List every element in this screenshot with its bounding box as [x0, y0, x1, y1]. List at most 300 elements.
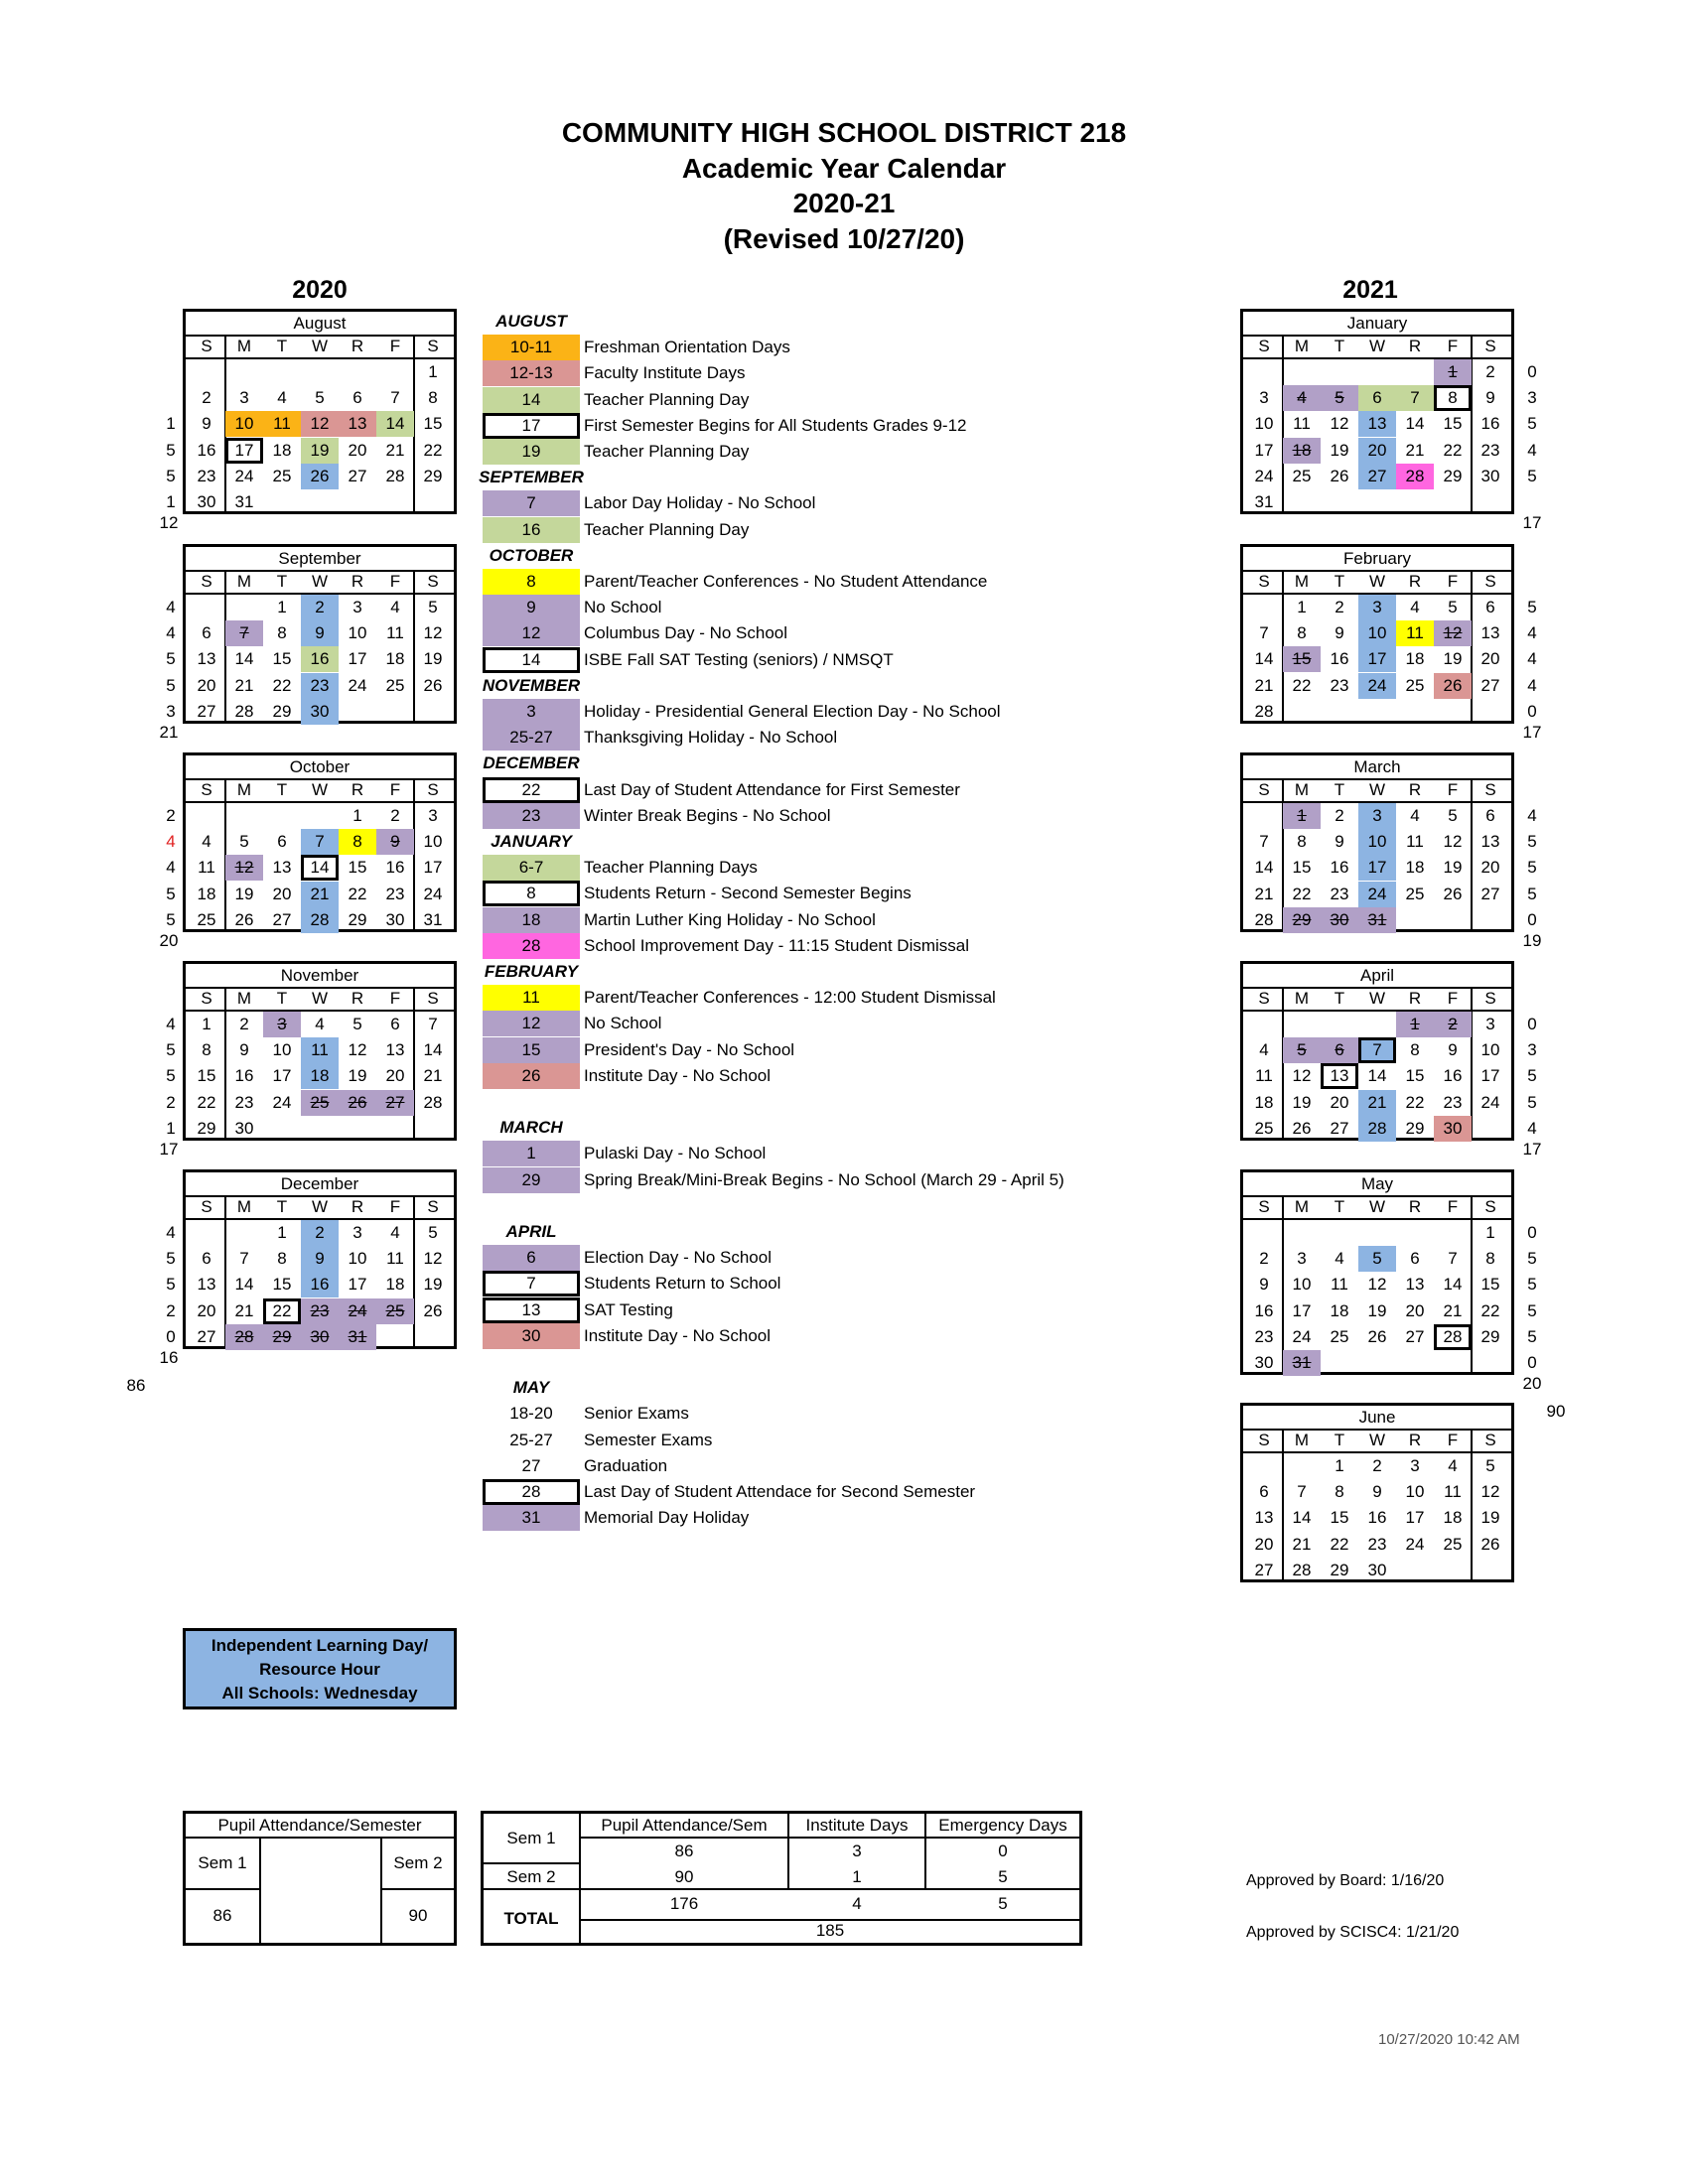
week-count: 5: [166, 884, 176, 903]
calendar-day: 25: [376, 1298, 414, 1324]
calendar-day: 13: [1254, 1508, 1274, 1528]
week-count: 5: [166, 1249, 176, 1269]
calendar-day: 26: [1480, 1534, 1500, 1554]
calendar-day: 17: [1358, 646, 1396, 672]
calendar-day: 29: [1443, 466, 1463, 485]
legend-month-heading: MARCH: [499, 1118, 563, 1138]
legend-description: Teacher Planning Day: [584, 389, 750, 409]
summary-cell: 86: [674, 1842, 694, 1860]
calendar-day: 26: [1367, 1326, 1387, 1346]
legend-date-swatch: 12: [483, 1011, 580, 1036]
calendar-day: 21: [1405, 440, 1425, 460]
calendar-day: 30: [301, 1324, 339, 1350]
calendar-day: 19: [1330, 440, 1349, 460]
calendar-day: 25: [301, 1090, 339, 1116]
calendar-day: 8: [277, 1249, 287, 1269]
calendar-day: 11: [1406, 832, 1424, 852]
summary-cell: 90: [674, 1867, 694, 1886]
calendar-day: 16: [1254, 1300, 1274, 1320]
week-count: 1: [166, 414, 176, 434]
legend-date-swatch: 19: [483, 439, 580, 465]
legend-date-swatch: 9: [483, 595, 580, 620]
month-total-count: 12: [159, 513, 179, 533]
week-count: 4: [166, 832, 176, 852]
calendar-day: 29: [263, 1324, 301, 1350]
weekday-header: F: [1447, 1431, 1459, 1449]
calendar-day: 13: [197, 649, 216, 669]
month-name: June: [1243, 1406, 1511, 1431]
week-count: 0: [166, 1326, 176, 1346]
calendar-day: 15: [348, 858, 367, 878]
calendar-day: 6: [202, 1249, 211, 1269]
week-count: 2: [166, 806, 176, 825]
legend-description: Martin Luther King Holiday - No School: [584, 909, 876, 929]
calendar-day: 7: [1297, 1482, 1307, 1502]
calendar-day: 21: [1254, 884, 1274, 903]
calendar-day: 4: [1410, 598, 1420, 616]
calendar-day: 1: [1396, 1012, 1434, 1037]
calendar-day: 25: [272, 466, 292, 485]
weekday-header: R: [1408, 337, 1422, 355]
calendar-day: 22: [197, 1092, 216, 1112]
legend-date-swatch: 10-11: [483, 335, 580, 360]
calendar-day: 28: [1254, 909, 1274, 929]
weekday-header: W: [1368, 1197, 1386, 1216]
legend-description: Teacher Planning Day: [584, 442, 750, 461]
weekday-header: S: [1258, 780, 1270, 799]
calendar-day: 9: [1335, 623, 1344, 643]
calendar-day: 8: [1434, 385, 1472, 411]
calendar-day: 5: [239, 832, 249, 852]
legend-description: School Improvement Day - 11:15 Student Dismissal: [584, 935, 970, 955]
calendar-day: 14: [301, 855, 339, 881]
weekday-header: R: [351, 572, 364, 591]
legend-description: No School: [584, 598, 662, 617]
calendar-day: 23: [1443, 1092, 1463, 1112]
calendar-day: 30: [385, 909, 405, 929]
calendar-day: 22: [1330, 1534, 1349, 1554]
month-name: August: [186, 312, 454, 337]
calendar-day: 13: [1480, 623, 1500, 643]
legend-date-swatch: 6-7: [483, 855, 580, 881]
calendar-day: 4: [1410, 806, 1420, 825]
calendar-day: 7: [239, 1249, 249, 1269]
calendar-day: 11: [386, 623, 404, 643]
calendar-day: 9: [1259, 1275, 1269, 1295]
pupil-attendance-table: [183, 1811, 457, 1946]
calendar-day: 6: [352, 388, 362, 408]
calendar-day: 10: [348, 1249, 367, 1269]
calendar-day: 3: [1297, 1249, 1307, 1269]
calendar-day: 1: [1283, 803, 1321, 829]
legend-description: Columbus Day - No School: [584, 623, 788, 643]
calendar-day: 11: [198, 858, 215, 878]
calendar-day: 7: [1396, 385, 1434, 411]
legend-description: Parent/Teacher Conferences - 12:00 Student Dismissal: [584, 988, 996, 1008]
calendar-day: 28: [1396, 464, 1434, 489]
weekday-header: R: [1408, 1431, 1422, 1449]
calendar-day: 17: [1358, 855, 1396, 881]
weekday-header: M: [236, 989, 252, 1008]
legend-description: Parent/Teacher Conferences - No Student Attendance: [584, 572, 988, 591]
legend-month-heading: DECEMBER: [483, 753, 580, 773]
calendar-day: 25: [1405, 675, 1425, 695]
calendar-day: 31: [339, 1324, 376, 1350]
legend-date-swatch: 11: [483, 985, 580, 1011]
calendar-day: 17: [423, 858, 443, 878]
summary-cell: 176: [669, 1894, 699, 1913]
legend-date-swatch: 17: [483, 413, 580, 439]
weekday-header: M: [236, 337, 252, 355]
calendar-day: 11: [1293, 414, 1311, 434]
calendar-day: 21: [1358, 1090, 1396, 1116]
calendar-day: 13: [272, 858, 292, 878]
legend-description: Winter Break Begins - No School: [584, 805, 831, 825]
legend-description: No School: [584, 1014, 662, 1033]
pupil-table-title: Pupil Attendance/Semester: [217, 1816, 422, 1835]
calendar-day: 13: [197, 1275, 216, 1295]
calendar-day: 17: [1405, 1508, 1425, 1528]
legend-month-heading: APRIL: [505, 1222, 557, 1241]
calendar-day: 2: [301, 1220, 339, 1246]
weekday-header: S: [1258, 989, 1270, 1008]
calendar-day: 28: [1292, 1560, 1312, 1579]
calendar-day: 10: [1358, 829, 1396, 855]
calendar-day: 17: [1480, 1066, 1500, 1086]
calendar-day: 30: [1480, 466, 1500, 485]
calendar-day: 13: [339, 411, 376, 437]
calendar-day: 23: [385, 884, 405, 903]
calendar-day: 26: [423, 675, 443, 695]
calendar-day: 3: [263, 1012, 301, 1037]
calendar-day: 2: [1335, 806, 1344, 825]
legend-date-swatch: 7: [483, 1271, 580, 1297]
legend-description: Spring Break/Mini-Break Begins - No School (March 29 - April 5): [584, 1169, 1064, 1189]
calendar-day: 14: [234, 1275, 254, 1295]
calendar-day: 24: [234, 466, 254, 485]
calendar-day: 7: [1358, 1037, 1396, 1063]
calendar-day: 12: [301, 411, 339, 437]
calendar-day: 8: [277, 623, 287, 643]
legend-description: Pulaski Day - No School: [584, 1144, 767, 1163]
month-total-count: 19: [1522, 931, 1542, 950]
calendar-day: 6: [1358, 385, 1396, 411]
calendar-day: 22: [423, 440, 443, 460]
summary-cell: 3: [852, 1842, 862, 1860]
weekday-header: M: [1294, 572, 1310, 591]
weekday-header: T: [1334, 572, 1345, 591]
calendar-day: 25: [1292, 466, 1312, 485]
calendar-day: 21: [234, 1300, 254, 1320]
calendar-day: 18: [1254, 1092, 1274, 1112]
legend-description: Last Day of Student Attendance for First Semester: [584, 779, 960, 799]
calendar-day: 1: [428, 362, 438, 381]
calendar-day: 2: [301, 595, 339, 620]
calendar-day: 4: [1448, 1456, 1458, 1475]
calendar-day: 5: [352, 1015, 362, 1033]
month-grid-september: [183, 544, 457, 724]
week-count: 5: [1527, 1249, 1537, 1269]
calendar-day: 28: [1434, 1324, 1472, 1350]
month-grid-december: [183, 1169, 457, 1349]
calendar-day: 31: [423, 909, 443, 929]
month-grid-january: [1240, 309, 1514, 514]
calendar-day: 9: [1448, 1040, 1458, 1060]
summary-cell: 5: [998, 1894, 1008, 1913]
calendar-day: 29: [1330, 1560, 1349, 1579]
calendar-day: 26: [339, 1090, 376, 1116]
calendar-day: 7: [1259, 623, 1269, 643]
weekday-header: S: [201, 572, 212, 591]
legend-date-swatch: 28: [483, 933, 580, 959]
legend-description: Institute Day - No School: [584, 1325, 772, 1345]
calendar-day: 5: [1448, 598, 1458, 616]
approved-by-scisc: Approved by SCISC4: 1/21/20: [1246, 1924, 1460, 1941]
calendar-day: 16: [301, 1272, 339, 1297]
legend-description: Labor Day Holiday - No School: [584, 493, 816, 513]
legend-description: Last Day of Student Attendace for Second Semester: [584, 1482, 976, 1501]
pupil-sem1-value: 86: [212, 1906, 232, 1925]
calendar-day: 18: [1330, 1300, 1349, 1320]
calendar-day: 8: [339, 829, 376, 855]
calendar-day: 12: [1480, 1482, 1500, 1502]
calendar-day: 1: [202, 1015, 211, 1033]
weekday-header: F: [389, 780, 401, 799]
calendar-day: 19: [1480, 1508, 1500, 1528]
calendar-day: 26: [1443, 884, 1463, 903]
calendar-day: 6: [277, 832, 287, 852]
calendar-day: 10: [1254, 414, 1274, 434]
calendar-day: 8: [1335, 1482, 1344, 1502]
calendar-day: 26: [1434, 673, 1472, 699]
week-count: 5: [166, 675, 176, 695]
calendar-day: 13: [385, 1040, 405, 1060]
calendar-day: 9: [301, 1246, 339, 1272]
calendar-day: 20: [348, 440, 367, 460]
legend-month-heading: MAY: [512, 1378, 550, 1398]
approved-by-board: Approved by Board: 1/16/20: [1246, 1872, 1445, 1889]
week-count: 3: [166, 701, 176, 721]
calendar-day: 18: [1405, 649, 1425, 669]
week-count: 5: [1527, 1300, 1537, 1320]
calendar-day: 20: [1480, 649, 1500, 669]
summary-header-institute: Institute Days: [805, 1816, 909, 1835]
calendar-day: 16: [1480, 414, 1500, 434]
week-count: 5: [166, 1275, 176, 1295]
calendar-day: 24: [1292, 1326, 1312, 1346]
calendar-day: 11: [1255, 1066, 1273, 1086]
calendar-day: 4: [1283, 385, 1321, 411]
week-count: 2: [166, 1300, 176, 1320]
weekday-header: S: [1484, 1431, 1496, 1449]
calendar-day: 28: [1358, 1116, 1396, 1142]
calendar-day: 15: [1405, 1066, 1425, 1086]
calendar-day: 22: [1292, 675, 1312, 695]
weekday-header: S: [1484, 572, 1496, 591]
calendar-day: 10: [1292, 1275, 1312, 1295]
week-count: 0: [1527, 362, 1537, 381]
calendar-day: 3: [1485, 1015, 1495, 1033]
calendar-day: 3: [428, 806, 438, 825]
calendar-day: 24: [1254, 466, 1274, 485]
weekday-header: S: [1484, 337, 1496, 355]
legend-date-swatch: 6: [483, 1245, 580, 1271]
week-count: 4: [1527, 440, 1537, 460]
calendar-day: 22: [263, 1298, 301, 1324]
summary-header-emergency: Emergency Days: [938, 1816, 1067, 1835]
calendar-day: 29: [1405, 1118, 1425, 1138]
month-total-count: 17: [1522, 1140, 1542, 1159]
calendar-day: 29: [1480, 1326, 1500, 1346]
calendar-day: 19: [1443, 649, 1463, 669]
calendar-day: 30: [197, 492, 216, 511]
week-count: 4: [1527, 675, 1537, 695]
weekday-header: S: [1484, 989, 1496, 1008]
calendar-day: 29: [197, 1118, 216, 1138]
week-count: 5: [1527, 1092, 1537, 1112]
weekday-header: T: [1334, 1431, 1345, 1449]
calendar-day: 1: [1335, 1456, 1344, 1475]
week-count: 5: [166, 649, 176, 669]
calendar-day: 6: [1485, 806, 1495, 825]
left-total-count: 86: [126, 1376, 146, 1395]
week-count: 0: [1527, 701, 1537, 721]
weekday-header: T: [276, 337, 288, 355]
calendar-day: 2: [1335, 598, 1344, 616]
calendar-day: 24: [1405, 1534, 1425, 1554]
legend-date-swatch: 22: [483, 777, 580, 803]
calendar-day: 20: [272, 884, 292, 903]
legend-date-swatch: 8: [483, 569, 580, 595]
calendar-day: 19: [234, 884, 254, 903]
calendar-day: 9: [376, 829, 414, 855]
legend-date-swatch: 18-20: [509, 1404, 553, 1424]
legend-date-swatch: 1: [483, 1141, 580, 1166]
legend-date-swatch: 18: [483, 907, 580, 933]
calendar-day: 15: [423, 414, 443, 434]
calendar-day: 23: [234, 1092, 254, 1112]
legend-date-swatch: 29: [483, 1167, 580, 1193]
calendar-day: 8: [1485, 1249, 1495, 1269]
calendar-day: 31: [1358, 907, 1396, 933]
week-count: 4: [1527, 649, 1537, 669]
month-name: April: [1243, 964, 1511, 989]
calendar-day: 14: [1254, 649, 1274, 669]
calendar-day: 21: [385, 440, 405, 460]
calendar-day: 29: [348, 909, 367, 929]
month-grid-april: [1240, 961, 1514, 1141]
calendar-day: 4: [277, 388, 287, 408]
calendar-day: 29: [423, 466, 443, 485]
legend-description: Election Day - No School: [584, 1248, 772, 1268]
calendar-day: 12: [1292, 1066, 1312, 1086]
calendar-day: 28: [1254, 701, 1274, 721]
week-count: 4: [166, 623, 176, 643]
calendar-day: 14: [1254, 858, 1274, 878]
calendar-day: 4: [202, 832, 211, 852]
week-count: 4: [166, 858, 176, 878]
weekday-header: R: [351, 780, 364, 799]
district-title: COMMUNITY HIGH SCHOOL DISTRICT 218: [561, 117, 1127, 148]
weekday-header: R: [1408, 989, 1422, 1008]
calendar-day: 5: [315, 388, 325, 408]
calendar-day: 21: [1443, 1300, 1463, 1320]
calendar-day: 2: [202, 388, 211, 408]
calendar-day: 20: [197, 1300, 216, 1320]
calendar-day: 23: [1330, 884, 1349, 903]
calendar-day: 2: [1434, 1012, 1472, 1037]
calendar-day: 14: [1292, 1508, 1312, 1528]
weekday-header: M: [236, 572, 252, 591]
week-count: 5: [1527, 598, 1537, 616]
calendar-day: 5: [1283, 1037, 1321, 1063]
calendar-day: 7: [390, 388, 400, 408]
calendar-day: 17: [1254, 440, 1274, 460]
calendar-day: 12: [1367, 1275, 1387, 1295]
month-total-count: 17: [1522, 723, 1542, 742]
calendar-day: 10: [1358, 620, 1396, 646]
legend-date-swatch: 12: [483, 620, 580, 646]
weekday-header: R: [1408, 572, 1422, 591]
calendar-day: 30: [1321, 907, 1358, 933]
weekday-header: S: [201, 780, 212, 799]
calendar-day: 17: [1292, 1300, 1312, 1320]
calendar-day: 7: [428, 1015, 438, 1033]
weekday-header: W: [311, 337, 329, 355]
weekday-header: F: [389, 989, 401, 1008]
month-total-count: 17: [159, 1140, 179, 1159]
calendar-day: 3: [239, 388, 249, 408]
calendar-day: 24: [1358, 673, 1396, 699]
summary-table: [481, 1811, 1082, 1946]
calendar-day: 16: [1443, 1066, 1463, 1086]
month-total-count: 16: [159, 1348, 179, 1367]
calendar-day: 1: [1434, 359, 1472, 385]
calendar-day: 28: [234, 701, 254, 721]
weekday-header: F: [389, 572, 401, 591]
calendar-day: 11: [1396, 620, 1434, 646]
calendar-day: 14: [234, 649, 254, 669]
calendar-day: 26: [234, 909, 254, 929]
ild-line-3: All Schools: Wednesday: [221, 1684, 418, 1703]
calendar-day: 20: [197, 675, 216, 695]
month-name: November: [186, 964, 454, 989]
month-name: January: [1243, 312, 1511, 337]
calendar-day: 24: [1480, 1092, 1500, 1112]
calendar-day: 2: [1259, 1249, 1269, 1269]
month-grid-october: [183, 752, 457, 932]
weekday-header: M: [236, 780, 252, 799]
week-count: 5: [1527, 1275, 1537, 1295]
weekday-header: S: [1484, 780, 1496, 799]
weekday-header: S: [427, 989, 439, 1008]
legend-description: Teacher Planning Days: [584, 858, 758, 878]
calendar-day: 16: [301, 646, 339, 672]
calendar-day: 15: [197, 1066, 216, 1086]
legend-date-swatch: 14: [483, 387, 580, 413]
month-name: September: [186, 547, 454, 572]
calendar-day: 14: [1405, 414, 1425, 434]
calendar-day: 23: [301, 1298, 339, 1324]
weekday-header: R: [351, 989, 364, 1008]
calendar-day: 25: [1405, 884, 1425, 903]
calendar-day: 23: [197, 466, 216, 485]
calendar-day: 7: [1448, 1249, 1458, 1269]
calendar-day: 25: [385, 675, 405, 695]
legend-month-heading: JANUARY: [491, 832, 572, 851]
legend-description: Graduation: [584, 1455, 668, 1475]
independent-learning-box: [183, 1628, 457, 1709]
